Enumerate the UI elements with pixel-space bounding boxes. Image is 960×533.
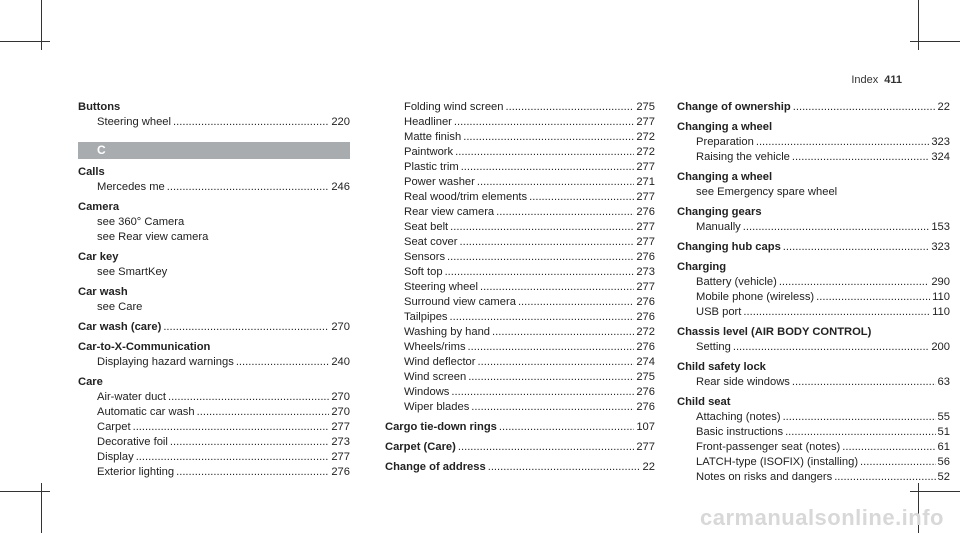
entry-label: Notes on risks and dangers: [696, 471, 833, 483]
dot-leader: [468, 340, 635, 355]
dot-leader: [170, 435, 329, 450]
entry-label: Charging: [677, 261, 727, 273]
page-ref[interactable]: 272: [636, 326, 655, 338]
index-subentry[interactable]: [78, 115, 350, 130]
entry-label: Setting: [696, 341, 731, 353]
index-subentry[interactable]: [385, 145, 655, 160]
entry-label: Wiper blades: [404, 401, 470, 413]
entry-label: Headliner: [404, 116, 452, 128]
index-subentry[interactable]: [78, 465, 350, 480]
entry-label: Carpet (Care): [385, 441, 456, 453]
dot-leader: [136, 450, 330, 465]
dot-leader: [454, 115, 634, 130]
page-ref[interactable]: 110: [932, 291, 950, 303]
page-number: 411: [884, 74, 902, 86]
dot-leader: [445, 265, 635, 280]
entry-label: see Care: [97, 301, 143, 313]
entry-label: Mobile phone (wireless): [696, 291, 815, 303]
page-ref[interactable]: 276: [636, 401, 655, 413]
entry-label: Child safety lock: [677, 361, 766, 373]
page-ref[interactable]: 277: [636, 221, 655, 233]
dot-leader: [743, 305, 930, 320]
page-ref[interactable]: 277: [636, 281, 655, 293]
index-entry[interactable]: [677, 100, 950, 115]
index-subentry[interactable]: [677, 150, 950, 165]
page-ref[interactable]: 110: [932, 306, 950, 318]
index-subentry[interactable]: [385, 310, 655, 325]
index-subentry[interactable]: [677, 455, 950, 470]
dot-leader: [492, 325, 634, 340]
page-ref[interactable]: 270: [331, 391, 350, 403]
index-subentry[interactable]: [78, 435, 350, 450]
entry-label: Displaying hazard warnings: [97, 356, 234, 368]
entry-label: Raising the vehicle: [696, 151, 790, 163]
page-ref[interactable]: 275: [636, 101, 655, 113]
dot-leader: [451, 385, 634, 400]
entry-label: Changing hub caps: [677, 241, 781, 253]
entry-label: Basic instructions: [696, 426, 784, 438]
dot-leader: [478, 355, 635, 370]
page-ref[interactable]: 324: [931, 151, 950, 163]
dot-leader: [450, 220, 634, 235]
page-ref[interactable]: 200: [931, 341, 950, 353]
entry-label: LATCH-type (ISOFIX) (installing): [696, 456, 859, 468]
index-subentry[interactable]: [385, 400, 655, 415]
dot-leader: [834, 470, 935, 485]
index-subentry[interactable]: [78, 390, 350, 405]
index-subentry[interactable]: [385, 130, 655, 145]
page-ref[interactable]: 240: [331, 356, 350, 368]
index-subentry[interactable]: [677, 470, 950, 485]
index-entry[interactable]: [385, 440, 655, 455]
index-entry: [78, 375, 350, 390]
index-subentry[interactable]: [385, 295, 655, 310]
index-subentry[interactable]: [677, 410, 950, 425]
page-ref[interactable]: 277: [331, 421, 350, 433]
index-subentry[interactable]: [385, 205, 655, 220]
entry-label: Washing by hand: [404, 326, 491, 338]
page-ref[interactable]: 153: [931, 221, 950, 233]
index-subentry[interactable]: [385, 160, 655, 175]
page-ref[interactable]: 52: [937, 471, 950, 483]
page-ref[interactable]: 272: [636, 131, 655, 143]
dot-leader: [506, 100, 635, 115]
index-subentry[interactable]: [385, 175, 655, 190]
dot-leader: [733, 340, 929, 355]
entry-label: Folding wind screen: [404, 101, 504, 113]
dot-leader: [792, 150, 929, 165]
index-entry: [677, 395, 950, 410]
page-ref[interactable]: 107: [636, 421, 655, 433]
page-ref[interactable]: 276: [636, 251, 655, 263]
index-entry: [78, 200, 350, 215]
dot-leader: [480, 280, 634, 295]
dot-leader: [518, 295, 634, 310]
page-ref[interactable]: 323: [931, 136, 950, 148]
dot-leader: [783, 410, 936, 425]
index-subentry[interactable]: [385, 385, 655, 400]
entry-label: USB port: [696, 306, 742, 318]
entry-label: Preparation: [696, 136, 754, 148]
entry-label: Attaching (notes): [696, 411, 781, 423]
entry-label: Seat cover: [404, 236, 458, 248]
index-subentry[interactable]: [385, 220, 655, 235]
page-ref[interactable]: 277: [636, 236, 655, 248]
entry-label: Car key: [78, 251, 119, 263]
entry-label: Car-to-X-Communication: [78, 341, 211, 353]
dot-leader: [816, 290, 930, 305]
entry-label: see SmartKey: [97, 266, 168, 278]
dot-leader: [793, 100, 936, 115]
entry-label: Paintwork: [404, 146, 454, 158]
index-subentry[interactable]: [677, 305, 950, 320]
entry-label: Wheels/rims: [404, 341, 466, 353]
index-subentry: [78, 265, 350, 280]
crop-mark: [918, 0, 919, 50]
index-subentry: [78, 215, 350, 230]
page-ref[interactable]: 277: [636, 441, 655, 453]
entry-label: Child seat: [677, 396, 731, 408]
page-ref[interactable]: 277: [636, 191, 655, 203]
index-subentry[interactable]: [78, 355, 350, 370]
page-ref[interactable]: 273: [331, 436, 350, 448]
dot-leader: [488, 460, 641, 475]
index-entry: [78, 340, 350, 355]
header-title: Index: [851, 74, 879, 86]
entry-label: Wind screen: [404, 371, 467, 383]
page-ref[interactable]: 271: [636, 176, 655, 188]
dot-leader: [197, 405, 330, 420]
entry-label: Change of address: [385, 461, 486, 473]
entry-label: Changing a wheel: [677, 121, 773, 133]
entry-label: Surround view camera: [404, 296, 516, 308]
index-entry[interactable]: [677, 240, 950, 255]
page-ref[interactable]: 275: [636, 371, 655, 383]
entry-label: see 360° Camera: [97, 216, 185, 228]
dot-leader: [860, 455, 936, 470]
index-entry: [677, 325, 950, 340]
page-ref[interactable]: 55: [937, 411, 950, 423]
dot-leader: [463, 130, 634, 145]
index-subentry[interactable]: [677, 440, 950, 455]
index-entry: [677, 205, 950, 220]
index-entry: [78, 165, 350, 180]
entry-label: Soft top: [404, 266, 443, 278]
index-subentry[interactable]: [385, 370, 655, 385]
entry-label: Plastic trim: [404, 161, 459, 173]
index-subentry[interactable]: [385, 340, 655, 355]
entry-label: Wind deflector: [404, 356, 476, 368]
index-subentry[interactable]: [78, 420, 350, 435]
entry-label: Air-water duct: [97, 391, 167, 403]
entry-label: Changing gears: [677, 206, 762, 218]
dot-leader: [477, 175, 634, 190]
dot-leader: [529, 190, 634, 205]
index-subentry[interactable]: [677, 425, 950, 440]
page-ref[interactable]: 22: [937, 101, 950, 113]
dot-leader: [792, 375, 936, 390]
page-ref[interactable]: 56: [937, 456, 950, 468]
dot-leader: [450, 310, 635, 325]
dot-leader: [779, 275, 930, 290]
page-ref[interactable]: 63: [937, 376, 950, 388]
dot-leader: [459, 235, 634, 250]
entry-label: Care: [78, 376, 103, 388]
index-column-1: [78, 100, 350, 480]
entry-label: Mercedes me: [97, 181, 165, 193]
entry-label: Real wood/trim elements: [404, 191, 528, 203]
entry-label: see Rear view camera: [97, 231, 209, 243]
page-ref[interactable]: 246: [331, 181, 350, 193]
page-ref[interactable]: 220: [331, 116, 350, 128]
index-subentry[interactable]: [385, 115, 655, 130]
page-ref[interactable]: 22: [642, 461, 655, 473]
page-ref[interactable]: 277: [636, 116, 655, 128]
entry-label: Decorative foil: [97, 436, 168, 448]
page-ref[interactable]: 270: [331, 321, 350, 333]
index-entry: [78, 100, 350, 115]
entry-label: Battery (vehicle): [696, 276, 777, 288]
index-entry: [78, 285, 350, 300]
index-subentry[interactable]: [677, 220, 950, 235]
entry-label: Change of ownership: [677, 101, 791, 113]
page-ref[interactable]: 276: [636, 311, 655, 323]
page-ref[interactable]: 270: [331, 406, 350, 418]
dot-leader: [455, 145, 634, 160]
entry-label: Carpet: [97, 421, 131, 433]
entry-label: Cargo tie-down rings: [385, 421, 497, 433]
page-ref[interactable]: 276: [636, 386, 655, 398]
entry-label: see Emergency spare wheel: [696, 186, 838, 198]
page-ref[interactable]: 323: [931, 241, 950, 253]
index-subentry: [78, 230, 350, 245]
index-entry: [677, 170, 950, 185]
index-subentry: [677, 185, 950, 200]
crop-mark: [0, 41, 50, 42]
index-subentry[interactable]: [385, 280, 655, 295]
index-subentry[interactable]: [385, 190, 655, 205]
page-ref[interactable]: 276: [636, 296, 655, 308]
dot-leader: [499, 420, 634, 435]
index-column-3: [677, 100, 950, 485]
index-entry[interactable]: [385, 420, 655, 435]
dot-leader: [163, 320, 329, 335]
page-ref[interactable]: 274: [636, 356, 655, 368]
index-entry: [78, 250, 350, 265]
crop-mark: [41, 0, 42, 50]
entry-label: Rear side windows: [696, 376, 790, 388]
index-entry: [677, 360, 950, 375]
index-subentry[interactable]: [677, 340, 950, 355]
entry-label: Windows: [404, 386, 450, 398]
entry-label: Buttons: [78, 101, 121, 113]
index-subentry: [78, 300, 350, 315]
entry-label: Car wash: [78, 286, 128, 298]
index-subentry[interactable]: [385, 325, 655, 340]
index-entry: [677, 120, 950, 135]
dot-leader: [468, 370, 634, 385]
page-ref[interactable]: 276: [331, 466, 350, 478]
section-letter: C: [78, 142, 350, 159]
entry-label: Car wash (care): [78, 321, 162, 333]
entry-label: Front-passenger seat (notes): [696, 441, 841, 453]
dot-leader: [785, 425, 935, 440]
dot-leader: [176, 465, 329, 480]
page-ref[interactable]: 290: [931, 276, 950, 288]
entry-label: Manually: [696, 221, 741, 233]
entry-label: Automatic car wash: [97, 406, 195, 418]
page-ref[interactable]: 276: [636, 206, 655, 218]
index-entry[interactable]: [385, 460, 655, 475]
dot-leader: [783, 240, 930, 255]
entry-label: Steering wheel: [404, 281, 479, 293]
crop-mark: [0, 491, 50, 492]
dot-leader: [496, 205, 634, 220]
index-subentry[interactable]: [78, 405, 350, 420]
index-column-2: [385, 100, 655, 475]
index-subentry[interactable]: [385, 235, 655, 250]
entry-label: Tailpipes: [404, 311, 448, 323]
index-subentry[interactable]: [385, 355, 655, 370]
index-entry: [677, 260, 950, 275]
page-ref[interactable]: 277: [331, 451, 350, 463]
entry-label: Camera: [78, 201, 120, 213]
entry-label: Calls: [78, 166, 105, 178]
dot-leader: [743, 220, 930, 235]
index-entry[interactable]: [78, 320, 350, 335]
page-ref[interactable]: 61: [937, 441, 950, 453]
watermark: carmanualsonline.info: [700, 505, 944, 530]
page-ref[interactable]: 51: [937, 426, 950, 438]
page-ref[interactable]: 272: [636, 146, 655, 158]
entry-label: Sensors: [404, 251, 446, 263]
entry-label: Seat belt: [404, 221, 449, 233]
dot-leader: [173, 115, 329, 130]
index-subentry[interactable]: [385, 265, 655, 280]
page-ref[interactable]: 276: [636, 341, 655, 353]
dot-leader: [842, 440, 935, 455]
index-subentry[interactable]: [385, 250, 655, 265]
dot-leader: [168, 390, 329, 405]
index-subentry[interactable]: [677, 375, 950, 390]
entry-label: Display: [97, 451, 134, 463]
crop-mark: [41, 483, 42, 533]
index-subentry[interactable]: [78, 180, 350, 195]
index-subentry[interactable]: [677, 290, 950, 305]
index-subentry[interactable]: [78, 450, 350, 465]
dot-leader: [756, 135, 929, 150]
entry-label: Matte finish: [404, 131, 462, 143]
entry-label: Chassis level (AIR BODY CONTROL): [677, 326, 872, 338]
page-ref[interactable]: 273: [636, 266, 655, 278]
dot-leader: [471, 400, 634, 415]
page-ref[interactable]: 277: [636, 161, 655, 173]
dot-leader: [458, 440, 634, 455]
page-header: [851, 74, 902, 86]
index-subentry[interactable]: [677, 135, 950, 150]
dot-leader: [447, 250, 634, 265]
entry-label: Rear view camera: [404, 206, 495, 218]
dot-leader: [236, 355, 330, 370]
index-subentry[interactable]: [385, 100, 655, 115]
entry-label: Power washer: [404, 176, 475, 188]
entry-label: Steering wheel: [97, 116, 172, 128]
index-subentry[interactable]: [677, 275, 950, 290]
dot-leader: [167, 180, 330, 195]
dot-leader: [461, 160, 635, 175]
entry-label: Exterior lighting: [97, 466, 175, 478]
entry-label: Changing a wheel: [677, 171, 773, 183]
dot-leader: [133, 420, 330, 435]
